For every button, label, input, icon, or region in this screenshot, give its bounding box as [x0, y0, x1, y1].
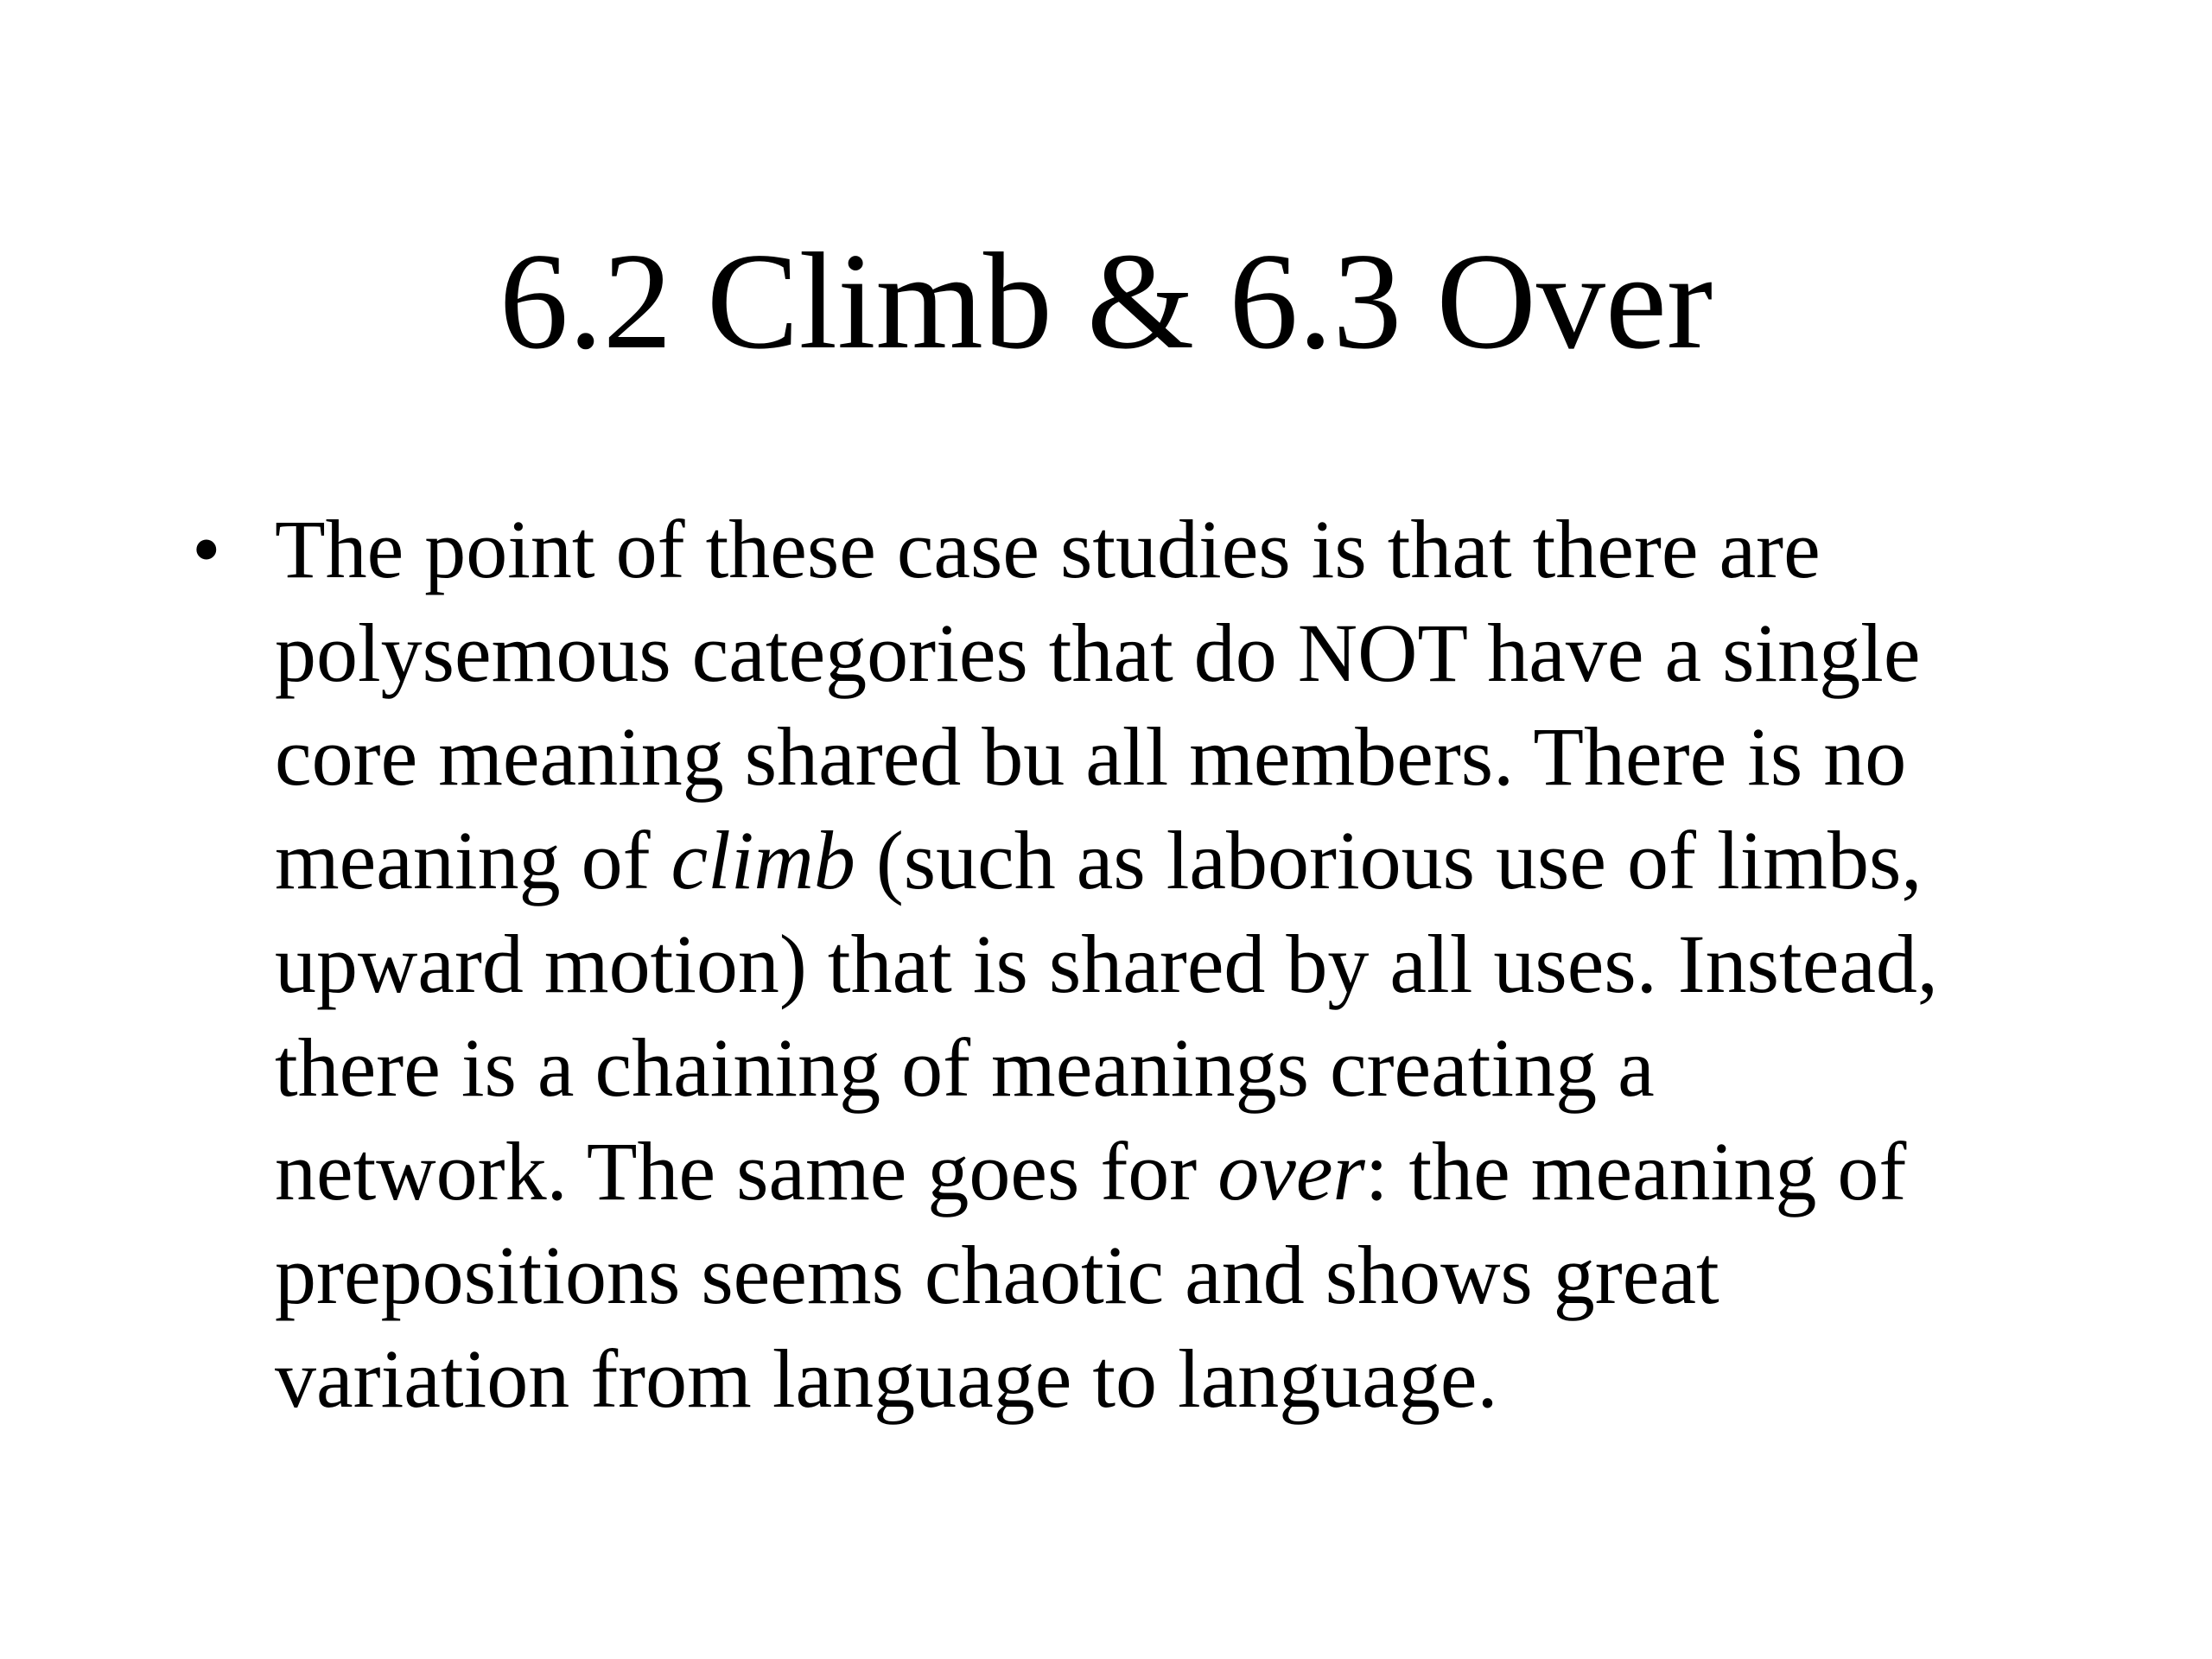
bullet-line-8: prepositions seems chaotic and shows great [275, 1229, 1719, 1321]
bullet-line-2: polysemous categories that do NOT have a single [275, 607, 1921, 699]
bullet-text [275, 498, 2089, 1431]
bullet-line-6: there is a chaining of meanings creating a [275, 1021, 1655, 1114]
bullet-line-4-pre: meaning of [275, 814, 671, 906]
bullet-line-5: upward motion) that is shared by all uses. Instead, [275, 918, 1938, 1010]
bullet-line-1: The point of these case studies is that there are [275, 503, 1821, 595]
bullet-line-3: core meaning shared bu all members. There is no [275, 710, 1907, 803]
bullet-dot-icon: • [192, 503, 221, 595]
bullet-line-7-post: : the meaning of [1364, 1125, 1907, 1217]
bullet-line-9: variation from language to language. [275, 1332, 1498, 1425]
term-over: over [1217, 1125, 1365, 1217]
term-climb: climb [671, 814, 855, 906]
bullet-line-4 [275, 809, 2089, 912]
slide-title: 6.2 Climb & 6.3 Over [499, 224, 1713, 378]
bullet-line-7-pre: network. The same goes for [275, 1125, 1218, 1217]
bullet-line-7 [275, 1120, 2089, 1224]
bullet-line-4-post: (such as laborious use of limbs, [855, 814, 1923, 906]
